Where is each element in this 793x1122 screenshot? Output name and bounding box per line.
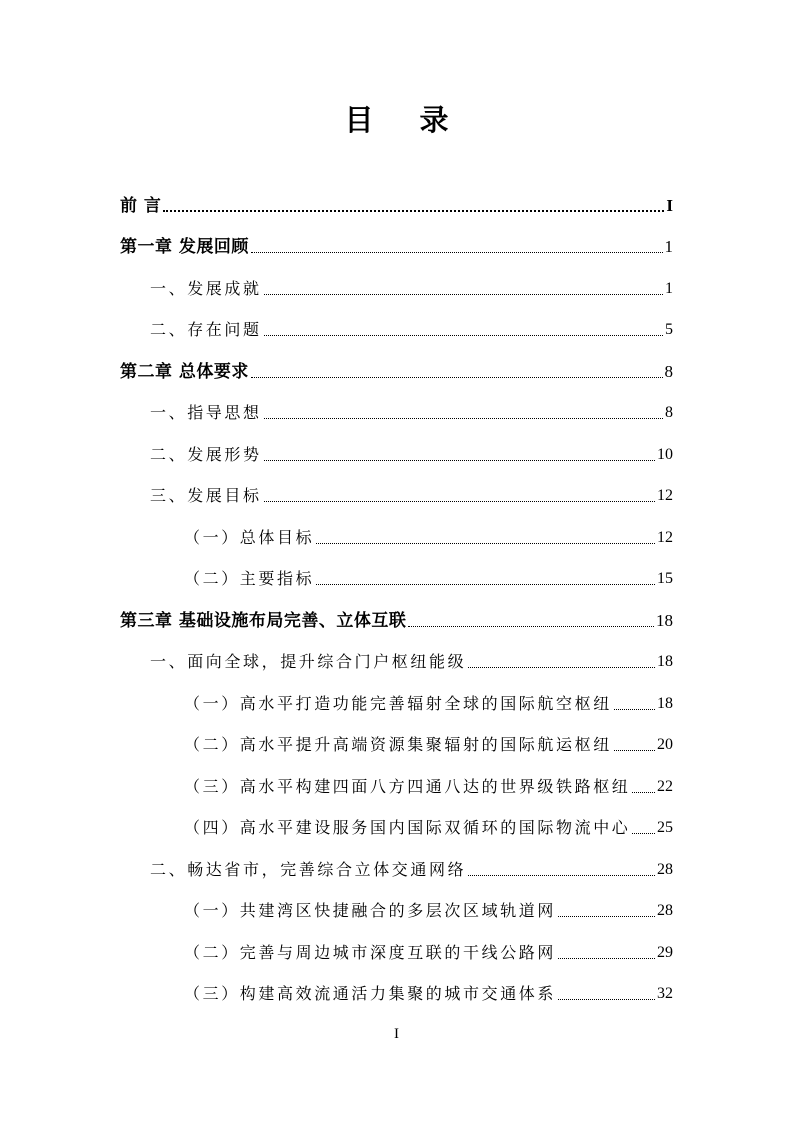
toc-entry-subsection[interactable] xyxy=(184,891,673,921)
toc-entry-title: （二）高水平提升高端资源集聚辐射的国际航运枢纽 xyxy=(184,735,612,754)
toc-entry-page: 1 xyxy=(665,280,673,297)
toc-entry-title: 第二章 总体要求 xyxy=(120,362,249,382)
toc-entry-page: 10 xyxy=(657,446,673,463)
toc-entry-chapter-3[interactable] xyxy=(120,601,673,631)
dot-leader xyxy=(468,875,655,876)
toc-entry-subsection[interactable] xyxy=(184,725,673,755)
toc-entry-page: 8 xyxy=(664,362,673,381)
dot-leader xyxy=(468,667,655,668)
dot-leader xyxy=(264,460,655,461)
dot-leader xyxy=(558,999,655,1000)
toc-entry-page: 8 xyxy=(665,404,673,421)
toc-entry-page: 1 xyxy=(664,237,673,256)
toc-entry-page: 18 xyxy=(656,611,673,630)
toc-entry-title: 二、畅达省市，完善综合立体交通网络 xyxy=(150,860,467,879)
toc-entry-section[interactable] xyxy=(150,476,673,506)
toc-entry-page: 28 xyxy=(657,861,673,878)
toc-entry-chapter-2[interactable] xyxy=(120,352,673,382)
toc-entry-title: （一）共建湾区快捷融合的多层次区域轨道网 xyxy=(184,901,557,920)
toc-entry-section[interactable] xyxy=(150,393,673,423)
dot-leader xyxy=(614,750,655,751)
toc-entry-title: （三）构建高效流通活力集聚的城市交通体系 xyxy=(184,984,557,1003)
toc-entry-title: （一）高水平打造功能完善辐射全球的国际航空枢纽 xyxy=(184,694,612,713)
toc-entry-page: 28 xyxy=(657,902,673,919)
toc-entry-page: 12 xyxy=(657,529,673,546)
dot-leader xyxy=(163,210,664,212)
dot-leader xyxy=(264,418,663,419)
toc-entry-title: 一、发展成就 xyxy=(150,279,262,298)
dot-leader xyxy=(614,709,655,710)
toc-entry-title: 二、存在问题 xyxy=(150,320,262,339)
dot-leader xyxy=(316,543,655,544)
toc-entry-title: 二、发展形势 xyxy=(150,445,262,464)
toc-entry-page: 5 xyxy=(665,321,673,338)
dot-leader xyxy=(264,501,655,502)
toc-entry-title: （四）高水平建设服务国内国际双循环的国际物流中心 xyxy=(184,818,631,837)
toc-entry-preface[interactable] xyxy=(120,186,673,216)
toc-entry-section[interactable] xyxy=(150,435,673,465)
toc-entry-title: 第三章 基础设施布局完善、立体互联 xyxy=(120,611,407,631)
toc-entry-subsection[interactable] xyxy=(184,974,673,1004)
toc-entry-subsection[interactable] xyxy=(184,933,673,963)
dot-leader xyxy=(632,792,655,793)
toc-entry-page: 18 xyxy=(657,653,673,670)
page-number-footer: I xyxy=(394,1026,399,1042)
toc-entry-page: 18 xyxy=(657,695,673,712)
page-title: 目 录 xyxy=(344,103,467,137)
toc-entry-subsection[interactable] xyxy=(184,808,673,838)
toc-entry-title: 三、发展目标 xyxy=(150,486,262,505)
toc-entry-page: 20 xyxy=(657,736,673,753)
toc-entry-title: （三）高水平构建四面八方四通八达的世界级铁路枢纽 xyxy=(184,777,631,796)
dot-leader xyxy=(316,584,655,585)
toc-entry-page: 29 xyxy=(657,944,673,961)
toc-entry-page: 25 xyxy=(657,819,673,836)
dot-leader xyxy=(408,626,654,627)
toc-entry-page: 12 xyxy=(657,487,673,504)
dot-leader xyxy=(264,294,663,295)
toc-entry-title: 一、面向全球，提升综合门户枢纽能级 xyxy=(150,652,467,671)
toc-entry-page: 15 xyxy=(657,570,673,587)
toc-entry-section[interactable] xyxy=(150,310,673,340)
toc-entry-section[interactable] xyxy=(150,269,673,299)
toc-entry-page: 32 xyxy=(657,985,673,1002)
toc-entry-page: I xyxy=(666,196,673,215)
toc-entry-section[interactable] xyxy=(150,850,673,880)
dot-leader xyxy=(632,833,655,834)
toc-entry-subsection[interactable] xyxy=(184,518,673,548)
dot-leader xyxy=(558,916,655,917)
toc-entry-section[interactable] xyxy=(150,642,673,672)
dot-leader xyxy=(251,377,663,378)
toc-entry-page: 22 xyxy=(657,778,673,795)
toc-entry-title: 一、指导思想 xyxy=(150,403,262,422)
toc-entry-title: 前 言 xyxy=(120,196,162,216)
toc-entry-subsection[interactable] xyxy=(184,684,673,714)
dot-leader xyxy=(251,252,663,253)
toc-entry-chapter-1[interactable] xyxy=(120,227,673,257)
toc-entry-subsection[interactable] xyxy=(184,767,673,797)
toc-entry-subsection[interactable] xyxy=(184,559,673,589)
toc-entry-title: （二）完善与周边城市深度互联的干线公路网 xyxy=(184,943,557,962)
toc-entry-title: （一）总体目标 xyxy=(184,528,315,547)
toc-entry-title: （二）主要指标 xyxy=(184,569,315,588)
dot-leader xyxy=(264,335,663,336)
toc-entry-title: 第一章 发展回顾 xyxy=(120,237,249,257)
dot-leader xyxy=(558,958,655,959)
